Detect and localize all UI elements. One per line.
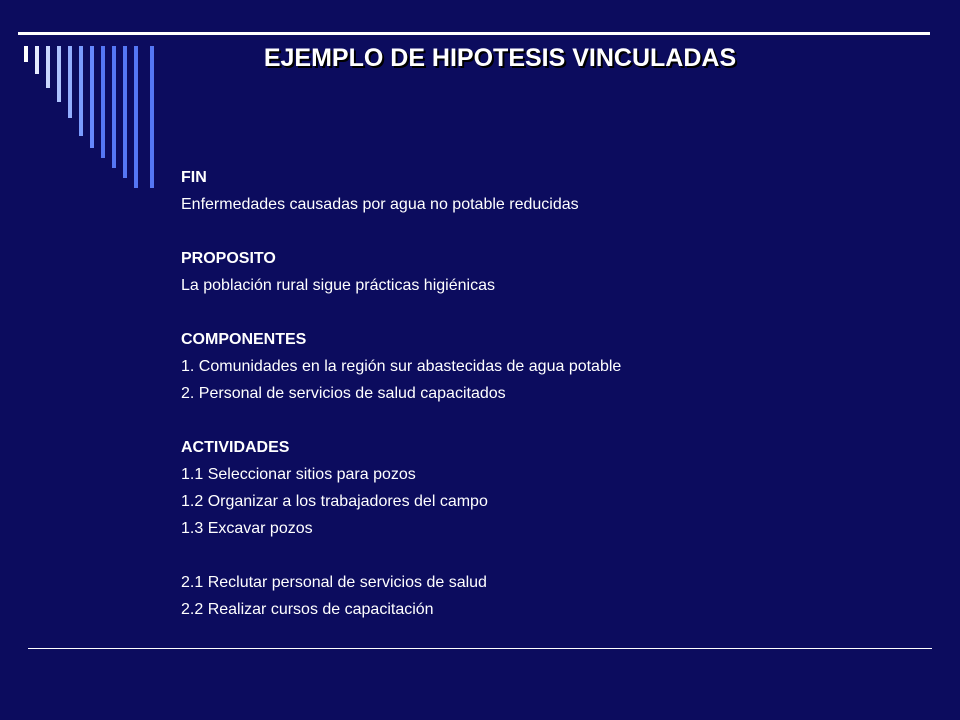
decorative-bar <box>123 46 127 178</box>
decorative-bar <box>101 46 105 158</box>
decorative-bar <box>90 46 94 148</box>
section-line: 2.1 Reclutar personal de servicios de salud <box>181 574 487 591</box>
slide-title: EJEMPLO DE HIPOTESIS VINCULADAS <box>263 44 737 72</box>
top-divider-line <box>18 32 930 35</box>
decorative-bar <box>68 46 72 118</box>
section-heading-componentes: COMPONENTES <box>181 331 307 348</box>
decorative-bar <box>46 46 50 88</box>
slide-body <box>181 164 621 623</box>
section-heading-fin: FIN <box>181 169 207 186</box>
decorative-bar <box>24 46 28 62</box>
decorative-bar <box>79 46 83 136</box>
decorative-bar <box>150 46 154 188</box>
section-line: 1.3 Excavar pozos <box>181 520 313 537</box>
section-line: 2.2 Realizar cursos de capacitación <box>181 601 434 618</box>
decorative-bar <box>35 46 39 74</box>
bottom-divider-line <box>28 648 932 649</box>
section-proposito <box>181 245 621 299</box>
section-actividades-2 <box>181 569 621 623</box>
section-heading-actividades: ACTIVIDADES <box>181 439 290 456</box>
decorative-bar <box>112 46 116 168</box>
decorative-bar <box>134 46 138 188</box>
decorative-bar <box>57 46 61 102</box>
section-line: 1.2 Organizar a los trabajadores del campo <box>181 493 488 510</box>
section-componentes <box>181 326 621 407</box>
section-line: Enfermedades causadas por agua no potable reducidas <box>181 196 579 213</box>
section-line: 1.1 Seleccionar sitios para pozos <box>181 466 416 483</box>
section-fin <box>181 164 621 218</box>
section-actividades <box>181 434 621 542</box>
section-line: 2. Personal de servicios de salud capacitados <box>181 385 506 402</box>
section-line: 1. Comunidades en la región sur abastecidas de agua potable <box>181 358 622 375</box>
section-heading-proposito: PROPOSITO <box>181 250 276 267</box>
section-line: La población rural sigue prácticas higiénicas <box>181 277 495 294</box>
